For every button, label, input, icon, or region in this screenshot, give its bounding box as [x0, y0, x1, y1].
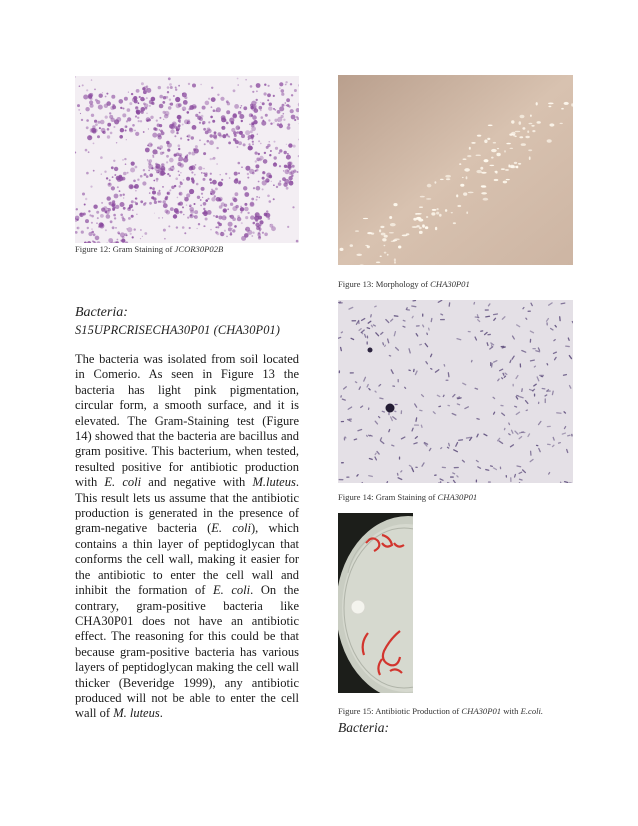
figure-14-caption-strain: CHA30P01 — [437, 492, 478, 502]
figure-13-caption-prefix: Figure 13: Morphology of — [338, 279, 431, 289]
italic-organism-name: E. coli — [211, 521, 251, 536]
figure-15-antibiotic-plate-image — [338, 513, 413, 693]
italic-organism-name: M.luteus — [252, 475, 296, 490]
figure-12-gram-stain-image — [75, 76, 299, 243]
figure-15-caption-organism: E.coli. — [520, 706, 544, 716]
figure-14-gram-stain-image — [338, 300, 573, 483]
gram-stain-micrograph-jcor — [75, 76, 299, 243]
figure-15-caption-strain: CHA30P01 — [461, 706, 502, 716]
figure-13-caption — [338, 279, 470, 290]
paragraph-text-run: ), which contains a thin layer of peptidoglycan that conforms the cell wall, making it easier for the antibiotic to enter the cell wall and inhibit the formation of — [75, 521, 300, 598]
body-paragraph — [75, 352, 299, 722]
figure-12-caption-prefix: Figure 12: Gram Staining of — [75, 244, 175, 254]
antibiotic-plate-photo — [338, 513, 413, 693]
italic-organism-name: E. coli — [104, 475, 142, 490]
figure-12-caption — [75, 244, 223, 255]
figure-15-caption-mid: with — [501, 706, 521, 716]
paragraph-text-run: . On the contrary, gram-positive bacteria like CHA30P01 does not have an antibiotic effect. The reasoning for this could be that because gram-positive bacteria has various layers of peptidoglycan making the cell wall thicker (Beveridge 1999), any antibiotic produced will not be able to enter the cell wall of — [75, 583, 299, 721]
paragraph-text-run: The bacteria was isolated from soil located in Comerio. As seen in Figure 13 the bacteria has light pink pigmentation, circular form, a smooth surface, and it is elevated. The Gram-Staining test (Figure 14) showed that the bacteria are bacillus and gram positive. This bacterium, when tested, resulted positive for antibiotic production with — [75, 352, 299, 490]
figure-13-caption-strain: CHA30P01 — [430, 279, 470, 289]
section-heading-bacteria: Bacteria: — [75, 305, 128, 320]
figure-14-caption — [338, 492, 477, 503]
figure-12-caption-strain: JCOR30P02B — [174, 244, 224, 254]
paragraph-text-run: . — [159, 706, 163, 721]
paragraph-text-run: and negative with — [141, 475, 253, 490]
italic-organism-name: E. coli — [213, 583, 251, 598]
figure-15-caption-prefix: Figure 15: Antibiotic Production of — [338, 706, 462, 716]
section-heading-bacteria-next: Bacteria: — [338, 720, 389, 735]
strain-identifier: S15UPRCRISECHA30P01 (CHA30P01) — [75, 323, 281, 337]
paragraph-text-run: . This result lets us assume that the antibiotic production is generated in the presence of gram-negative bacteria ( — [75, 475, 299, 536]
colony-plate-photo — [338, 75, 573, 265]
gram-stain-micrograph-cha — [338, 300, 573, 483]
figure-13-morphology-image — [338, 75, 573, 265]
figure-15-caption — [338, 706, 543, 717]
figure-14-caption-prefix: Figure 14: Gram Staining of — [338, 492, 438, 502]
italic-organism-name: M. luteus — [113, 706, 160, 721]
